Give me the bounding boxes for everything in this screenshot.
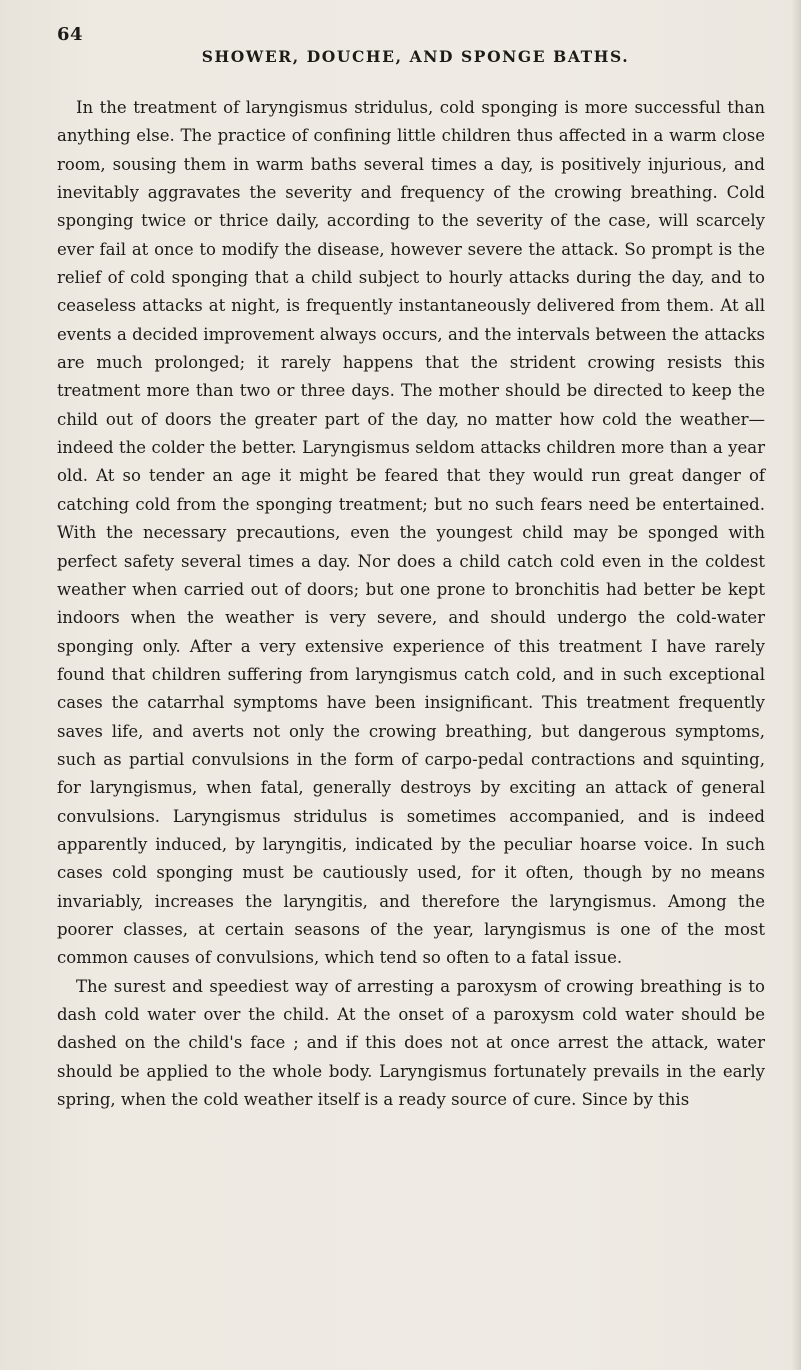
page-number: 64 — [57, 24, 84, 45]
paragraph-arresting-paroxysm: The surest and speediest way of arresting a paroxysm of crowing breathing is to dash cold water over the child. At the onset of a paroxysm cold water should be dashed on the child's face ; and if this does not at once arrest the attack, water should be applied to the whole body. Laryngismus fortunately prevails in the early spring, when the cold weather itself is a ready source of cure. Since by this — [57, 976, 765, 1110]
paragraph-laryngismus-treatment: In the treatment of laryngismus stridulus, cold sponging is more successful than anything else. The practice of confining little children thus affected in a warm close room, sousing them in warm baths several times a day, is positively injurious, and inevitably aggravates the severity and frequency of the crowing breathing. Cold sponging twice or thrice daily, according to the severity of the case, will scarcely ever fail at once to modify the disease, however severe the attack. So prompt is the relief of cold sponging that a child subject to hourly attacks during the day, and to ceaseless attacks at night, is frequently instantaneously delivered from them. At all events a decided improvement always occurs, and the intervals between the attacks are much prolonged; it rarely happens that the strident crowing resists this treatment more than two or three days. The mother should be directed to keep the child out of doors the greater part of the day, no matter how cold the weather—indeed the colder the better. Laryngismus seldom attacks children more than a year old. At so tender an age it might be feared that they would run great danger of catching cold from the sponging treatment; but no such fears need be entertained. With the necessary precautions, even the youngest child may be sponged with perfect safety several times a day. Nor does a child catch cold even in the coldest weather when carried out of doors; but one prone to bronchitis had better be kept indoors when the weather is very severe, and should undergo the cold-water sponging only. After a very extensive experience of this treatment I have rarely found that children suffering from laryngismus catch cold, and in such exceptional cases the catarrhal symptoms have been insignificant. This treatment frequently saves life, and averts not only the crowing breathing, but dangerous symptoms, such as partial convulsions in the form of carpo-pedal contractions and squinting, for laryngismus, when fatal, generally destroys by exciting an attack of general convulsions. Laryngismus stridulus is sometimes accompanied, and is indeed apparently induced, by laryngitis, indicated by the peculiar hoarse voice. In such cases cold sponging must be cautiously used, for it often, though by no means invariably, increases the laryngitis, and therefore the laryngismus. Among the poorer classes, at certain seasons of the year, laryngismus is one of the most common causes of convulsions, which tend so often to a fatal issue. — [57, 98, 765, 968]
page-edge-shadow — [791, 0, 801, 1370]
body-text — [57, 94, 765, 1114]
running-head: SHOWER, DOUCHE, AND SPONGE BATHS. — [201, 47, 630, 66]
